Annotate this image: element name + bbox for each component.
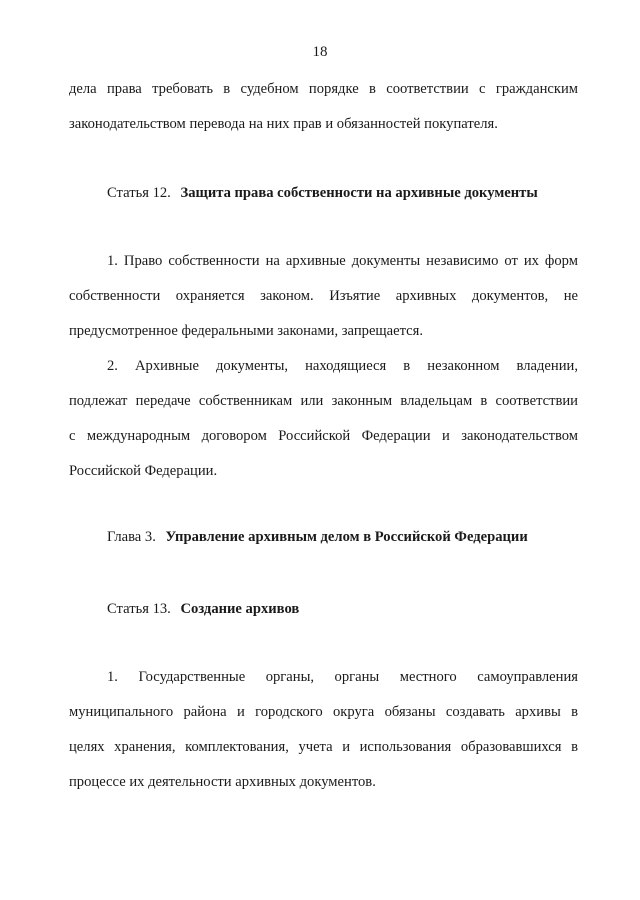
chapter-3-heading xyxy=(107,527,587,547)
article-13-label: Статья 13. xyxy=(107,601,171,617)
text-line: предусмотренное федеральными законами, запрещается. xyxy=(69,323,424,339)
text-line: 1. Государственные органы, органы местного самоуправления xyxy=(107,669,578,685)
article-12-paragraph-2 xyxy=(69,349,578,489)
page-number: 18 xyxy=(312,44,328,60)
text-line: законодательством перевода на них прав и обязанностей покупателя. xyxy=(69,116,498,132)
text-line: 1. Право собственности на архивные документы независимо от их форм xyxy=(107,253,578,269)
article-13-heading xyxy=(107,599,587,619)
chapter-3-title: Управление архивным делом в Российской Федерации xyxy=(165,529,528,545)
text-line: Российской Федерации. xyxy=(69,463,218,479)
text-line: 2. Архивные документы, находящиеся в незаконном владении, xyxy=(107,358,578,374)
article-12-heading xyxy=(107,183,587,203)
continuation-paragraph xyxy=(69,72,578,142)
text-line: подлежат передаче собственникам или законным владельцам в соответствии xyxy=(69,393,578,409)
article-13-paragraph-1 xyxy=(69,660,578,800)
text-line: процессе их деятельности архивных документов. xyxy=(69,774,376,790)
text-line: целях хранения, комплектования, учета и использования образовавшихся в xyxy=(69,739,578,755)
text-line: дела права требовать в судебном порядке в соответствии с гражданским xyxy=(69,81,578,97)
article-12-label: Статья 12. xyxy=(107,185,171,201)
article-12-title: Защита права собственности на архивные документы xyxy=(180,185,538,201)
article-13-title: Создание архивов xyxy=(180,601,300,617)
text-line: муниципального района и городского округа обязаны создавать архивы в xyxy=(69,704,578,720)
text-line: собственности охраняется законом. Изъятие архивных документов, не xyxy=(69,288,578,304)
chapter-3-label: Глава 3. xyxy=(107,529,156,545)
text-line: с международным договором Российской Федерации и законодательством xyxy=(69,428,578,444)
article-12-paragraph-1 xyxy=(69,244,578,349)
